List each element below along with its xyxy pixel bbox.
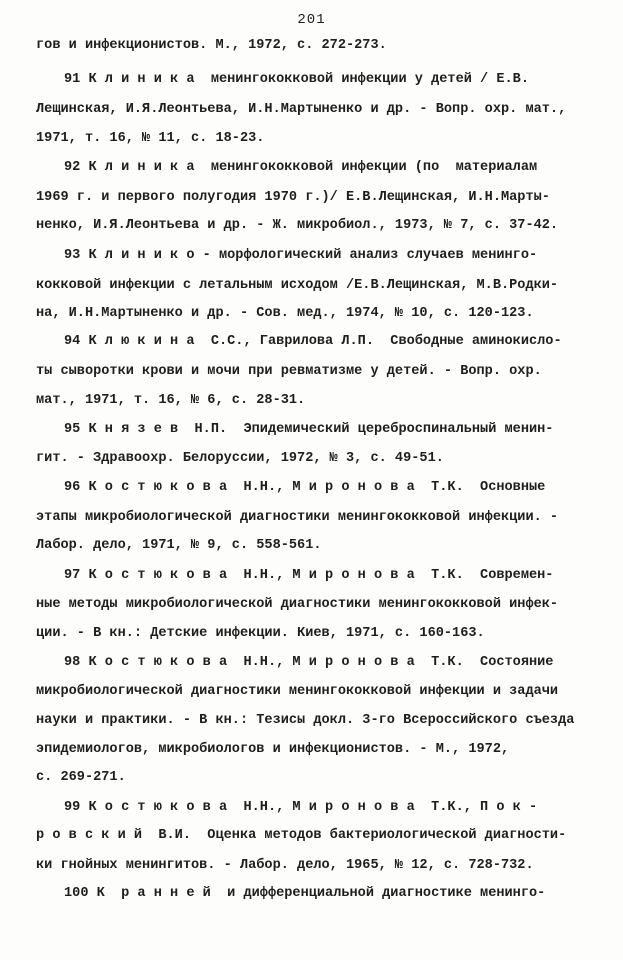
reference-line: ты сыворотки крови и мочи при ревматизме у детей. - Вопр. охр. [36,364,542,379]
reference-line: ки гнойных менингитов. - Лабор. дело, 1965, № 12, с. 728-732. [36,858,534,873]
reference-line: 97 К о с т ю к о в а Н.Н., М и р о н о в а Т.К. Современ- [64,568,554,583]
reference-line: 99 К о с т ю к о в а Н.Н., М и р о н о в а Т.К., П о к - [64,800,538,815]
reference-line: микробиологической диагностики менингококковой инфекции и задачи [36,684,559,699]
reference-line: 91 К л и н и к а менингококковой инфекции у детей / Е.В. [64,72,529,87]
reference-line: ненко, И.Я.Леонтьева и др. - Ж. микробиол., 1973, № 7, с. 37-42. [36,218,559,233]
reference-line: 1969 г. и первого полугодия 1970 г.)/ Е.В.Лещинская, И.Н.Марты- [36,190,550,205]
reference-line: р о в с к и й В.И. Оценка методов бактериологической диагности- [36,828,567,843]
reference-line: 95 К н я з е в Н.П. Эпидемический цереброспинальный менин- [64,422,554,437]
reference-line: гит. - Здравоохр. Белоруссии, 1972, № 3, с. 49-51. [36,451,444,466]
reference-line: 1971, т. 16, № 11, с. 18-23. [36,131,265,146]
reference-line: ные методы микробиологической диагностики менингококковой инфек- [36,597,559,612]
reference-line: этапы микробиологической диагностики менингококковой инфекции. - [36,510,559,525]
reference-line: ции. - В кн.: Детские инфекции. Киев, 1971, с. 160-163. [36,626,485,641]
reference-line: 92 К л и н и к а менингококковой инфекции (по материалам [64,160,538,175]
page-number: 201 [297,12,326,28]
reference-line: кокковой инфекции с летальным исходом /Е.В.Лещинская, М.В.Родки- [36,278,559,293]
reference-line: 98 К о с т ю к о в а Н.Н., М и р о н о в а Т.К. Состояние [64,655,554,670]
reference-line: с. 269-271. [36,770,126,785]
reference-line: 94 К л ю к и н а С.С., Гаврилова Л.П. Свободные аминокисло- [64,334,562,349]
reference-line: эпидемиологов, микробиологов и инфекционистов. - М., 1972, [36,742,510,757]
reference-line: мат., 1971, т. 16, № 6, с. 28-31. [36,393,306,408]
reference-line: на, И.Н.Мартыненко и др. - Сов. мед., 1974, № 10, с. 120-123. [36,306,534,321]
reference-line: Лабор. дело, 1971, № 9, с. 558-561. [36,538,322,553]
reference-line: гов и инфекционистов. М., 1972, с. 272-273. [36,38,387,53]
reference-line: 93 К л и н и к о - морфологический анализ случаев менинго- [64,248,538,263]
reference-line: науки и практики. - В кн.: Тезисы докл. 3-го Всероссийского съезда [36,713,575,728]
reference-line: Лещинская, И.Я.Леонтьева, И.Н.Мартыненко и др. - Вопр. охр. мат., [36,102,567,117]
reference-line: 96 К о с т ю к о в а Н.Н., М и р о н о в а Т.К. Основные [64,480,546,495]
reference-line: 100 К р а н н е й и дифференциальной диагностике менинго- [64,886,546,901]
